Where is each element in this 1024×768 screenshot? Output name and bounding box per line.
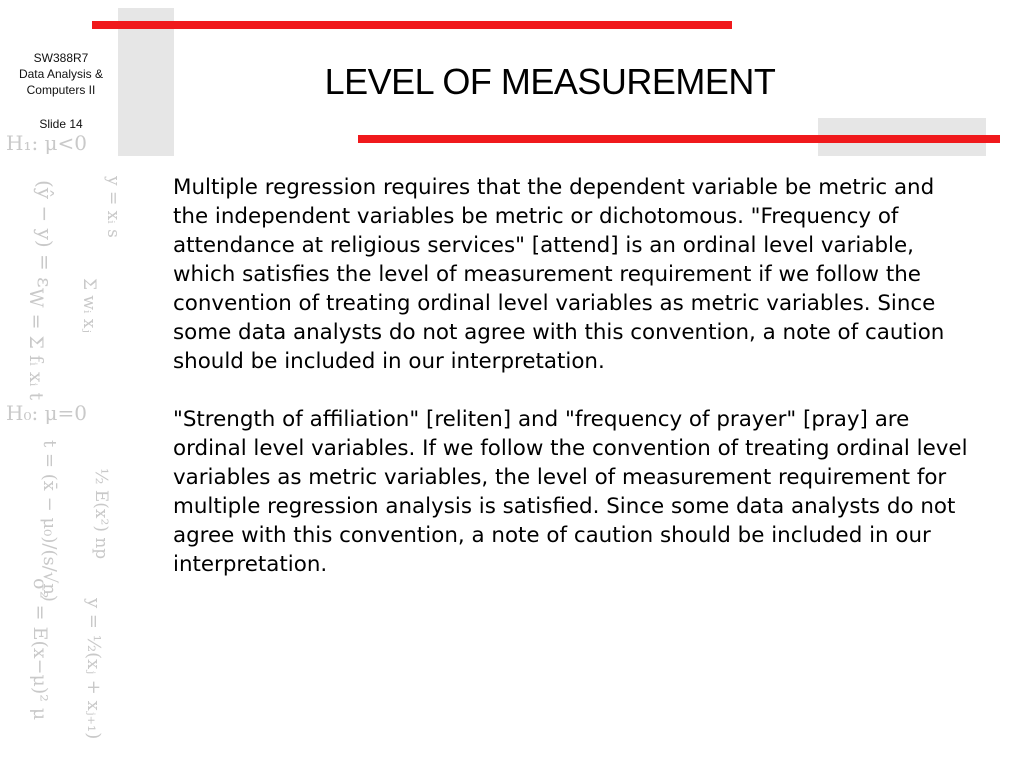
slide-body — [173, 173, 973, 608]
watermark-formula: H₁: μ<0 — [6, 131, 88, 155]
slide-number: Slide 14 — [39, 117, 83, 131]
body-paragraph: "Strength of affiliation" [reliten] and "frequency of prayer" [pray] are ordinal level variables. If we follow the convention of treating ordinal level variables as metric variables, the level of measurement requirement for multiple regression analysis is satisfied. Since some data analysts do not agree with this convention, a note of caution should be included in our interpretation. — [173, 407, 968, 577]
red-accent-bar-bottom — [358, 135, 1000, 143]
course-title-line1: Data Analysis & — [18, 67, 104, 81]
slide-title: LEVEL OF MEASUREMENT — [324, 61, 776, 102]
watermark-formula: t = (x̄ − μ₀)/(s/√n) — [39, 440, 60, 602]
watermark-formula: W = Σ fᵢ xᵢ t — [25, 288, 47, 401]
red-accent-bar-top — [92, 21, 732, 29]
decorative-grey-block-top — [118, 8, 174, 156]
watermark-formula: y = ½(xⱼ + xⱼ₊₁) — [83, 598, 104, 740]
watermark-formula: y = xᵢ s — [103, 176, 123, 238]
watermark-formula: σ² = E(x−μ)² μ — [29, 578, 51, 721]
course-title-line2: Computers II — [26, 83, 96, 97]
watermark-formula: Σ wᵢ xⱼ — [79, 278, 99, 333]
formula-watermark — [4, 128, 123, 758]
watermark-formula: (ŷ − y) = ε — [33, 180, 57, 288]
formula-watermark-graphic — [4, 128, 123, 758]
watermark-formula: ½ E(x²) np — [91, 468, 111, 560]
watermark-formula: H₀: μ=0 — [6, 401, 88, 425]
body-paragraph: Multiple regression requires that the dependent variable be metric and the independent variables be metric or dichotomous. "Frequency of attendance at religious services" [attend] is an ordinal level variable, which satisfies the level of measurement requirement if we follow the convention of treating ordinal level variables as metric variables. Since some data analysts do not agree with this convention, a note of caution should be included in our interpretation. — [173, 175, 945, 374]
course-info — [4, 50, 118, 98]
course-code: SW388R7 — [33, 51, 89, 65]
